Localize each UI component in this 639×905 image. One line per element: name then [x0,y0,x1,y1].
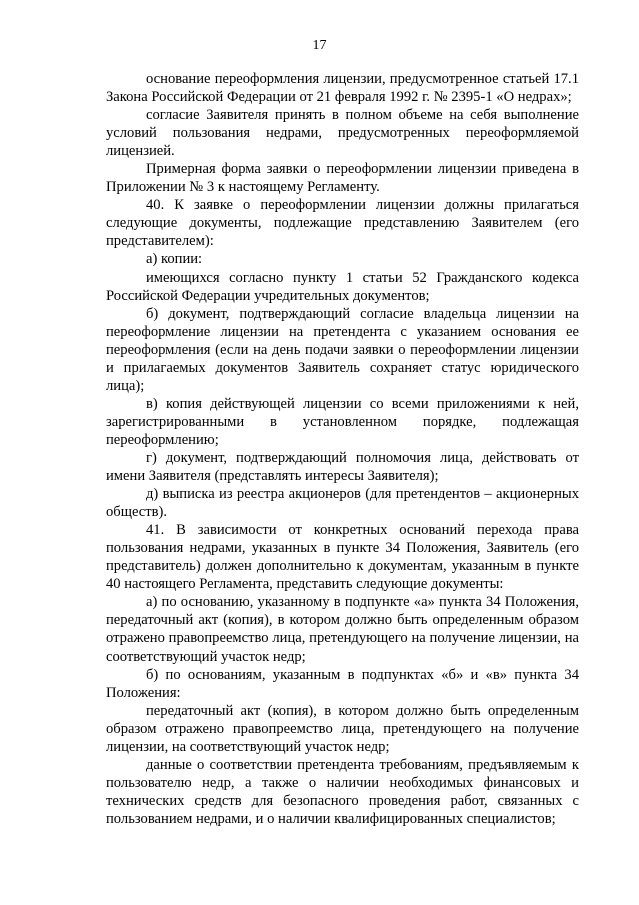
paragraph-41-b: б) по основаниям, указанным в подпунктах «б» и «в» пункта 34 Положения: [106,666,579,701]
paragraph-41-b-act: передаточный акт (копия), в котором должно быть определенным образом отражено правопреемство лица, претендующего на получение лицензии, на соответствующий участок недр; [106,702,579,755]
paragraph-consent: согласие Заявителя принять в полном объеме на себя выполнение условий пользования недрами, предусмотренных переоформляемой лицензией. [106,107,579,160]
paragraph-41-a: а) по основанию, указанному в подпункте «а» пункта 34 Положения, передаточный акт (копия), в котором должно быть определенным образом отражено правопреемство лица, претендующего на получение лицензии, на соответствующий участок недр; [106,594,579,665]
paragraph-40-b: б) документ, подтверждающий согласие владельца лицензии на переоформление лицензии на претендента с указанием основания ее переоформления (если на день подачи заявки о переоформлении лицензии и прилагаемых документов Заявитель сохраняет статус юридического лица); [106,305,579,394]
paragraph-40-a-docs: имеющихся согласно пункту 1 статьи 52 Гражданского кодекса Российской Федерации учредительных документов; [106,269,579,304]
paragraph-40-v: в) копия действующей лицензии со всеми приложениями к ней, зарегистрированными в установленном порядке, подлежащая переоформлению; [106,395,579,448]
paragraph-41-b-data: данные о соответствии претендента требованиям, предъявляемым к пользователю недр, а также о наличии необходимых финансовых и технических средств для безопасного проведения работ, связанных с пользованием недрами, и о наличии квалифицированных специалистов; [106,756,579,827]
page-number: 17 [312,38,327,53]
paragraph-40-g: г) документ, подтверждающий полномочия лица, действовать от имени Заявителя (представлять интересы Заявителя); [106,449,579,485]
paragraph-basis: основание переоформления лицензии, предусмотренное статьей 17.1 Закона Российской Федерации от 21 февраля 1992 г. № 2395-1 «О недрах»; [106,71,579,106]
paragraph-item-41: 41. В зависимости от конкретных оснований перехода права пользования недрами, указанных в пункте 34 Положения, Заявитель (его представитель) должен дополнительно к документам, указанным в пункте 40 настоящего Регламента, представить следующие документы: [106,522,579,593]
paragraph-40-d: д) выписка из реестра акционеров (для претендентов – акционерных обществ). [106,486,579,521]
paragraph-item-40: 40. К заявке о переоформлении лицензии должны прилагаться следующие документы, подлежащие представлению Заявителем (его представителем): [106,197,579,250]
paragraph-40-a: а) копии: [146,251,203,268]
paragraph-sample-form: Примерная форма заявки о переоформлении лицензии приведена в Приложении № 3 к настоящему Регламенту. [106,161,579,196]
document-body [106,70,579,828]
